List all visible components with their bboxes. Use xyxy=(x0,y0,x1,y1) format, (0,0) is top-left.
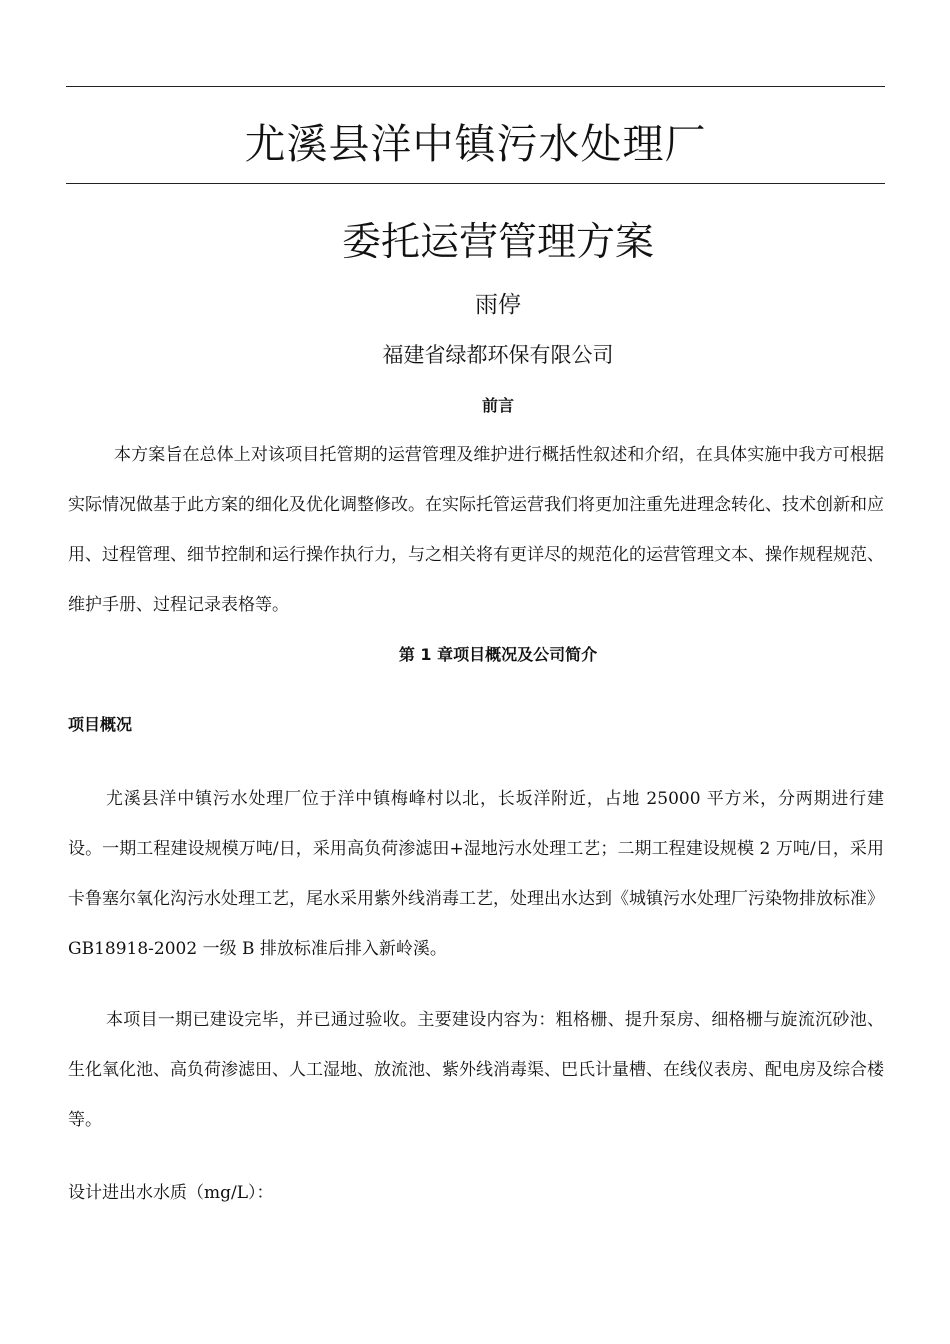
water-quality-label: 设计进出水水质（mg/L）： xyxy=(68,1183,274,1203)
company-name: 福建省绿都环保有限公司 xyxy=(382,343,614,367)
construction-paragraph: 本项目一期已建设完毕，并已通过验收。主要建设内容为：粗格栅、提升泵房、细格栅与旋流沉砂池、生化氧化池、高负荷渗滤田、人工湿地、放流池、紫外线消毒渠、巴氏计量槽、在线仪表房、配电房及综合楼等。 xyxy=(68,1010,884,1130)
section-heading: 项目概况 xyxy=(68,715,133,734)
preface-heading: 前言 xyxy=(481,396,514,415)
chapter-heading: 第 1 章项目概况及公司简介 xyxy=(398,645,598,664)
document-subtitle: 委托运营管理方案 xyxy=(341,220,654,265)
preface-paragraph: 本方案旨在总体上对该项目托管期的运营管理及维护进行概括性叙述和介绍，在具体实施中我方可根据实际情况做基于此方案的细化及优化调整修改。在实际托管运营我们将更加注重先进理念转化、技术创新和应用、过程管理、细节控制和运行操作执行力，与之相关将有更详尽的规范化的运营管理文本、操作规程规范、维护手册、过程记录表格等。 xyxy=(68,445,884,615)
overview-paragraph: 尤溪县洋中镇污水处理厂位于洋中镇梅峰村以北，长坂洋附近，占地 25000 平方米，分两期进行建设。一期工程建设规模万吨/日，采用高负荷渗滤田+湿地污水处理工艺；二期工程建设规模 2 万吨/日，采用卡鲁塞尔氧化沟污水处理工艺，尾水采用紫外线消毒工艺，处理出水达到《城镇污水处理厂污染物排放标准》GB18918-2002 一级 B 排放标准后排入新岭溪。 xyxy=(68,789,884,959)
title-divider xyxy=(66,183,885,184)
author-name: 雨停 xyxy=(475,292,521,318)
document-title: 尤溪县洋中镇污水处理厂 xyxy=(244,120,707,168)
top-divider xyxy=(66,86,885,87)
